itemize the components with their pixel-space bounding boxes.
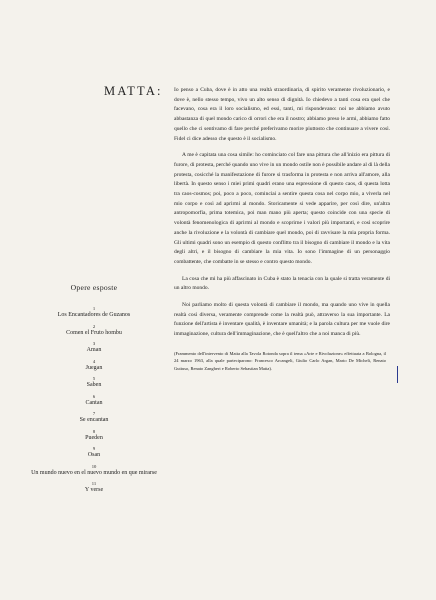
work-title: Comen el Fruto hombu [66,329,122,336]
work-title: Un mundo nuevo en el nuevo mundo en que mirarse [31,469,157,476]
main-text [174,86,390,380]
work-title: Saben [86,382,102,388]
work-item [24,429,164,442]
work-number: 5 [92,376,96,381]
work-title: Osan [87,452,101,458]
work-title: Los Encantadores de Guzanos [57,312,131,318]
work-item [24,481,164,494]
work-item [24,359,164,372]
work-number: 10 [91,463,97,469]
works-list [24,306,164,499]
work-number: 2 [92,323,96,329]
work-item [24,464,164,477]
work-number: 7 [92,411,96,416]
work-item [24,341,164,354]
paragraph: Io penso a Cuba, dove è in atto una realtà straordinaria, di spirito veramente rivoluzionario, e dove è, nello stesso tempo, vivo un alto senso di dignità. Io chiedevo a tanti cosa era quel che facevano, cosa era il loro socialismo, ed essi, tanti, mi rispondevano: noi ne abbiamo avuto abbastanza di quel mondo carico di orrori che era il nostro; abbiamo preso le armi, abbiamo fatto quello che ci sentivamo di fare perché preferivamo morire piuttosto che continuare a vivere così. Fidel ci dice adesso che questo è il socialismo. [174,87,390,142]
work-number: 11 [91,481,97,486]
work-item [24,306,164,319]
work-title: Cantan [85,399,103,406]
work-item [24,394,164,407]
source-note: (Frammento dell'intervento di Matta alla Tavola Rotonda sopra il tema «Arte e Rivoluzione» effettuata a Bologna, il 24 marzo 1963, alla quale parteciparono: Francesco Arcangeli, Giulio Carlo Argan, Mario De Micheli, Renato Guttuso, Renato Zangheri e Roberto Sebastian Matta). [174,350,386,372]
work-number: 4 [92,358,96,364]
work-number: 1 [92,306,96,311]
work-item [24,446,164,459]
work-title: Pueden [85,434,103,441]
margin-pen-mark [397,366,398,383]
work-title: Aman [86,347,102,353]
work-number: 6 [92,393,96,399]
work-number: 3 [92,341,96,346]
work-number: 8 [92,428,96,434]
work-item [24,324,164,337]
work-title: Juegan [85,364,103,371]
work-number: 9 [92,446,96,451]
author-heading: MATTA: [104,84,163,98]
paragraph: La cosa che mi ha più affascinato in Cuba è stato la tenacia con la quale si tratta veramente di un altro mondo. [174,275,390,292]
work-item [24,376,164,389]
work-title: Y verse [84,487,104,493]
works-title: Opere esposte [70,283,118,292]
work-title: Se encantan [79,417,109,423]
paragraph: Noi parliamo molto di questa volontà di cambiare il mondo, ma quando uno vive in quella realtà così diversa, veramente comprende come la realtà può, attraverso la sua importante. La funzione dell'artista è inventare qualità, è inventare umanità; e la parola cultura per me vuole dire immaginazione, cultura dell'immaginazione, che è quell'altro che a noi manca di più. [174,302,390,338]
work-item [24,411,164,424]
paragraph: A me è capitata una cosa simile: ho cominciato col fare una pittura che all'inizio era pittura di furore, di protesta, perché quando uno vive in un mondo ostile non è possibile andare al di là della protesta, cosicché la manifestazione di furore si trasforma in protesta e non arriva all'amore, alla libertà. In questo senso i miei primi quadri erano una espressione di questo caos, di questa lotta tra caos-cosmos; poi, poco a poco, cominciai a sentire questa cosa nel corpo mio, a viverla nel mio corpo e così ad aprirmi al mondo. Storicamente si vede apparire, per così dire, un'altra antropomorfia, prima totemica, poi man mano più aperta; questo coincide con una specie di volontà fenomenologica di aprirmi al mondo e scoprirne i valori più importanti, e così scoprire anche la rivoluzione e la volontà di cambiare quel mondo, poi di ravvisare la mia propria forma. Gli ultimi quadri sono un esempio di questo conflitto tra il bisogno di cambiare il mondo e la vita degli altri, e il bisogno di cambiare la mia vita. Io sono l'immagine di un personaggio combattente, che combatte in se stesso e contro questo mondo. [174,152,390,265]
